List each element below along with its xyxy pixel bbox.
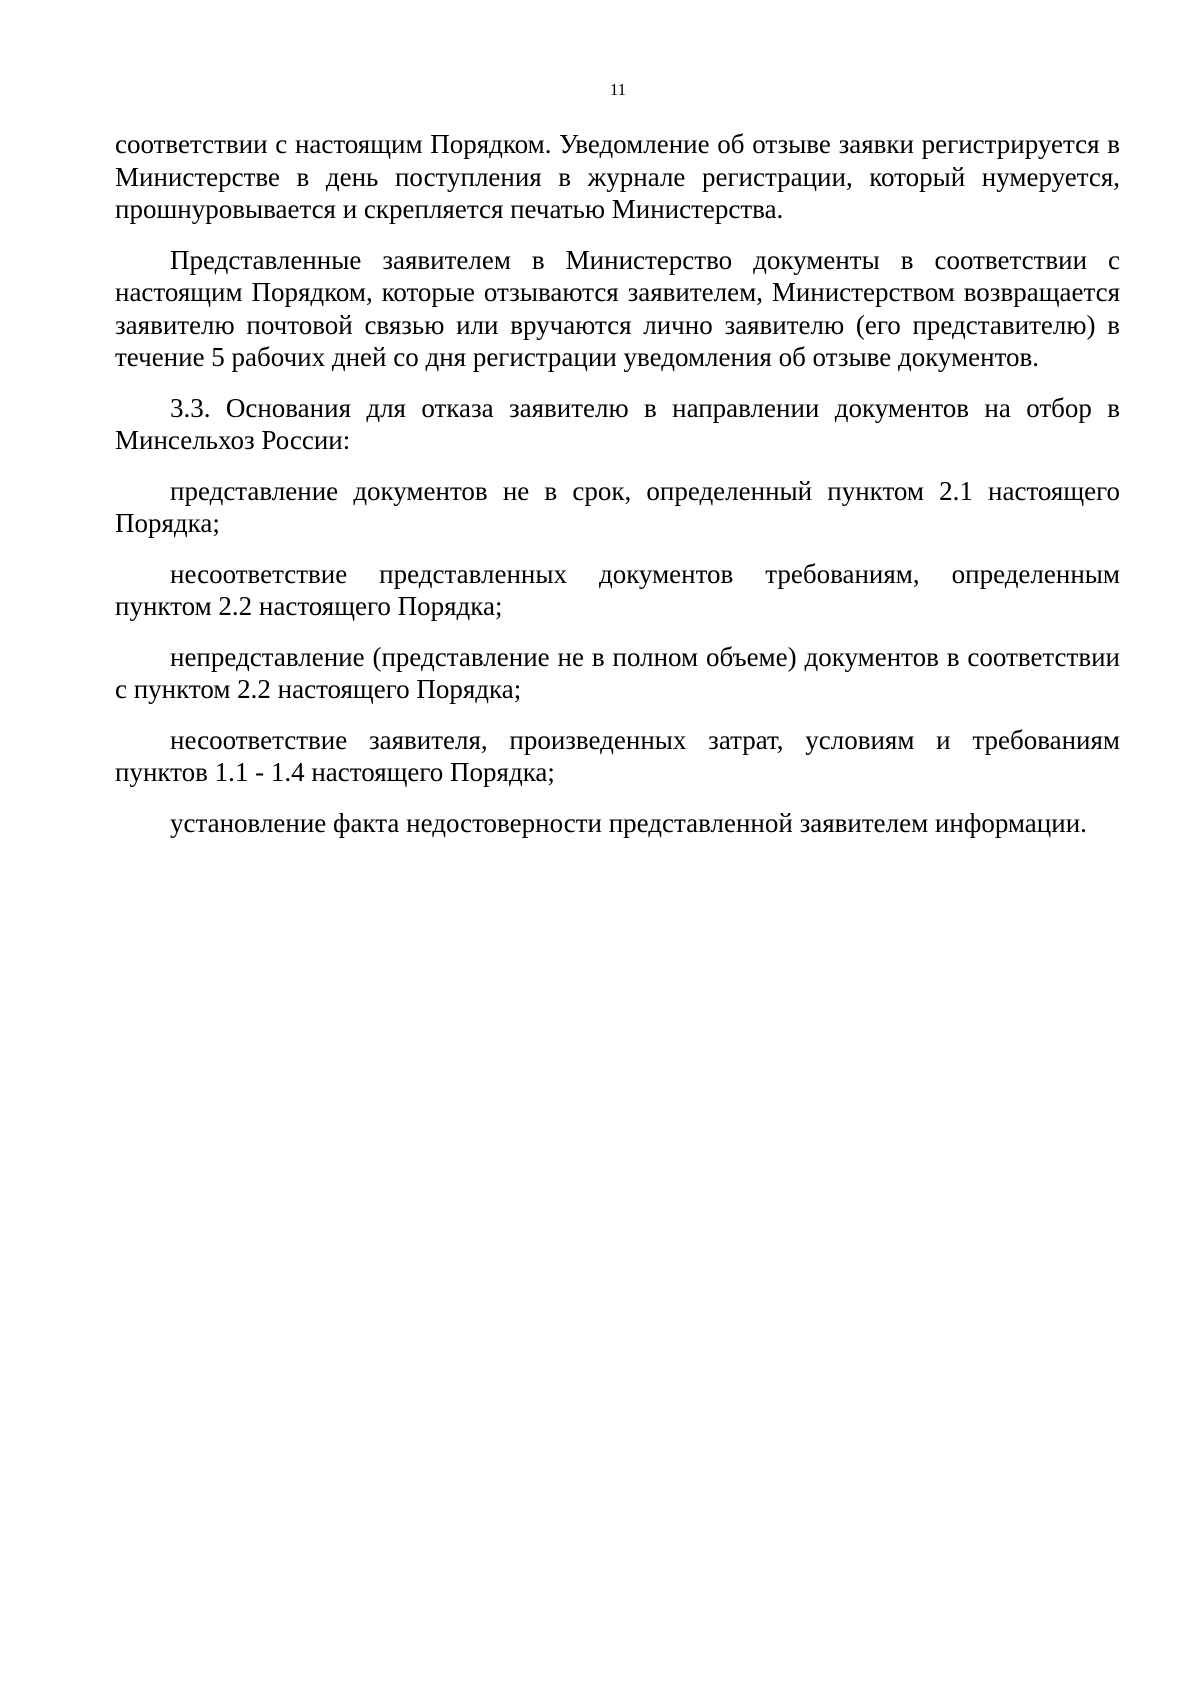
paragraph-section-3-3: 3.3. Основания для отказа заявителю в направлении документов на отбор в Минсельхоз России: [115,392,1120,455]
paragraph-reason-deadline: представление документов не в срок, определенный пунктом 2.1 настоящего Порядка; [115,475,1120,538]
paragraph-continuation: соответствии с настоящим Порядком. Уведомление об отзыве заявки регистрируется в Министерстве в день поступления в журнале регистрации, который нумеруется, прошнуровывается и скрепляется печатью Министерства. [115,129,1120,224]
paragraph-reason-false-info: установление факта недостоверности представленной заявителем информации. [170,807,1087,838]
paragraph-reason-incomplete: непредставление (представление не в полном объеме) документов в соответствии с пунктом 2.2 настоящего Порядка; [115,641,1120,704]
paragraph-reason-noncompliance: несоответствие заявителя, произведенных затрат, условиям и требованиям пунктов 1.1 - 1.4 настоящего Порядка; [115,724,1120,787]
paragraph-returned-documents: Представленные заявителем в Министерство документы в соответствии с настоящим Порядком, которые отзываются заявителем, Министерством возвращается заявителю почтовой связью или вручаются лично заявителю (его представителю) в течение 5 рабочих дней со дня регистрации уведомления об отзыве документов. [115,244,1120,372]
document-body [115,128,1120,839]
page-number: 11 [609,80,627,99]
paragraph-reason-requirements: несоответствие представленных документов требованиям, определенным пунктом 2.2 настоящего Порядка; [115,558,1120,621]
